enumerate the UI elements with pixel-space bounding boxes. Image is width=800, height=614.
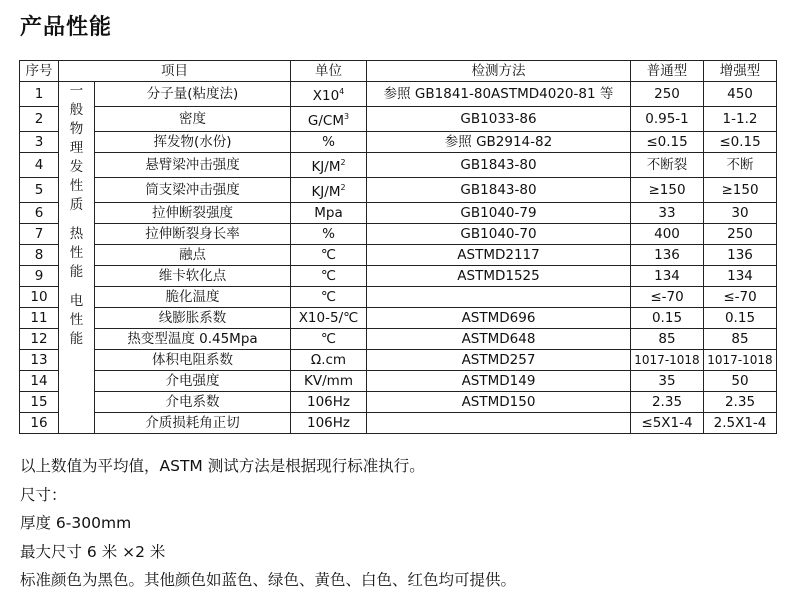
test-method: ASTMD648 [367,329,631,350]
note-colors: 标准颜色为黑色。其他颜色如蓝色、绿色、黄色、白色、红色均可提供。 [20,571,517,589]
enhanced-type-value: 1-1.2 [704,107,777,132]
normal-type-value: 不断裂 [631,153,704,178]
item-name: 筒支梁冲击强度 [95,178,291,203]
table-row [20,350,777,371]
unit-cell [291,132,367,153]
enhanced-type-value: 30 [704,203,777,224]
row-number: 2 [20,107,59,132]
table-row [20,203,777,224]
unit-text: % [322,133,335,150]
unit-superscript: 4 [339,87,345,96]
row-number: 7 [20,224,59,245]
row-number: 11 [20,308,59,329]
header-enhanced: 增强型 [704,61,777,82]
enhanced-type-value: ≤-70 [704,287,777,308]
item-name: 拉伸断裂强度 [95,203,291,224]
test-method: GB1843-80 [367,178,631,203]
test-method: GB1843-80 [367,153,631,178]
item-name: 介电系数 [95,392,291,413]
item-name: 维卡软化点 [95,266,291,287]
row-number: 5 [20,178,59,203]
unit-cell [291,329,367,350]
page-title: 产品性能 [20,15,113,40]
header-method: 检测方法 [367,61,631,82]
unit-text: X10-5/℃ [298,309,359,326]
test-method: ASTMD1525 [367,266,631,287]
row-number: 12 [20,329,59,350]
enhanced-type-value: 不断 [704,153,777,178]
enhanced-type-value: 0.15 [704,308,777,329]
row-number: 3 [20,132,59,153]
unit-cell [291,266,367,287]
table-row [20,371,777,392]
enhanced-type-value: 136 [704,245,777,266]
normal-type-value: ≥150 [631,178,704,203]
table-row [20,266,777,287]
note-average: 以上数值为平均值，ASTM 测试方法是根据现行标准执行。 [20,457,425,475]
group-spacer [59,282,94,292]
test-method: GB1040-79 [367,203,631,224]
unit-text: Ω.cm [310,351,347,368]
enhanced-type-value: ≥150 [704,178,777,203]
electrical-char: 电 [69,293,84,309]
table-row [20,287,777,308]
test-method: ASTMD696 [367,308,631,329]
general-physical-char: 般 [69,102,84,118]
row-number: 15 [20,392,59,413]
category-group-cell [59,82,95,434]
row-number: 4 [20,153,59,178]
test-method: 参照 GB2914-82 [367,132,631,153]
enhanced-type-value: ≤0.15 [704,132,777,153]
row-number: 10 [20,287,59,308]
row-number: 13 [20,350,59,371]
electrical-char: 能 [69,331,84,347]
row-number: 14 [20,371,59,392]
general-physical-char: 发 [69,159,84,175]
thermal-char: 能 [69,264,84,280]
enhanced-type-value: 50 [704,371,777,392]
normal-type-value: 250 [631,82,704,107]
table-row [20,413,777,434]
notes-section [20,452,516,595]
table-row [20,329,777,350]
item-name: 分子量(粘度法) [95,82,291,107]
table-row [20,178,777,203]
item-name: 热变型温度 0.45Mpa [95,329,291,350]
test-method: ASTMD149 [367,371,631,392]
general-physical-char: 一 [69,83,84,99]
test-method: ASTMD257 [367,350,631,371]
table-row [20,82,777,107]
header-no: 序号 [20,61,59,82]
row-number: 8 [20,245,59,266]
normal-type-value: 136 [631,245,704,266]
unit-text: KV/mm [304,372,353,389]
general-physical-char: 物 [69,121,84,137]
item-name: 体积电阻系数 [95,350,291,371]
item-name: 悬臂梁冲击强度 [95,153,291,178]
unit-text: G/CM [307,113,344,129]
note-thickness: 厚度 6-300mm [20,514,132,532]
normal-type-value: 2.35 [631,392,704,413]
unit-cell [291,224,367,245]
test-method [367,413,631,434]
unit-superscript: 2 [340,183,346,192]
unit-text: ℃ [320,267,337,284]
unit-text: Mpa [314,204,343,221]
unit-text: 106Hz [306,414,350,431]
header-normal: 普通型 [631,61,704,82]
unit-cell [291,107,367,132]
unit-text: 106Hz [306,393,350,410]
general-physical-char: 理 [69,140,84,156]
enhanced-type-value: 1017-1018 [704,350,777,371]
normal-type-value: 134 [631,266,704,287]
item-name: 线膨胀系数 [95,308,291,329]
enhanced-type-value: 85 [704,329,777,350]
table-row [20,153,777,178]
unit-cell [291,82,367,107]
table-row [20,132,777,153]
header-unit: 单位 [291,61,367,82]
enhanced-type-value: 250 [704,224,777,245]
unit-text: KJ/M [311,159,341,175]
test-method: ASTMD150 [367,392,631,413]
normal-type-value: 400 [631,224,704,245]
normal-type-value: 0.95-1 [631,107,704,132]
enhanced-type-value: 2.5X1-4 [704,413,777,434]
table-row [20,308,777,329]
test-method: GB1033-86 [367,107,631,132]
normal-type-value: 1017-1018 [631,350,704,371]
unit-cell [291,153,367,178]
enhanced-type-value: 2.35 [704,392,777,413]
header-item: 项目 [59,61,291,82]
unit-cell [291,245,367,266]
unit-text: % [322,225,335,242]
normal-type-value: ≤0.15 [631,132,704,153]
row-number: 6 [20,203,59,224]
group-spacer [59,215,94,225]
item-name: 介电强度 [95,371,291,392]
test-method: ASTMD2117 [367,245,631,266]
row-number: 9 [20,266,59,287]
unit-text: ℃ [320,246,337,263]
table-row [20,107,777,132]
unit-text: KJ/M [311,184,341,200]
thermal-char: 热 [69,226,84,242]
unit-text: ℃ [320,330,337,347]
normal-type-value: 85 [631,329,704,350]
normal-type-value: 33 [631,203,704,224]
item-name: 介质损耗角正切 [95,413,291,434]
general-physical-char: 质 [69,197,84,213]
unit-cell [291,287,367,308]
table-header-row [20,61,777,82]
unit-text: X10 [312,88,340,104]
unit-superscript: 3 [344,112,350,121]
item-name: 密度 [95,107,291,132]
unit-cell [291,178,367,203]
note-max-size: 最大尺寸 6 米 ×2 米 [20,542,166,561]
normal-type-value: 35 [631,371,704,392]
test-method: 参照 GB1841-80ASTMD4020-81 等 [367,82,631,107]
unit-text: ℃ [320,288,337,305]
row-number: 1 [20,82,59,107]
item-name: 脆化温度 [95,287,291,308]
table-row [20,245,777,266]
unit-cell [291,350,367,371]
unit-cell [291,203,367,224]
unit-cell [291,308,367,329]
electrical-char: 性 [69,312,84,328]
test-method: GB1040-70 [367,224,631,245]
thermal-char: 性 [69,245,84,261]
note-size-heading: 尺寸： [20,485,67,504]
table-row [20,224,777,245]
product-performance-table [19,60,777,434]
unit-cell [291,413,367,434]
enhanced-type-value: 450 [704,82,777,107]
row-number: 16 [20,413,59,434]
unit-superscript: 2 [340,158,346,167]
enhanced-type-value: 134 [704,266,777,287]
item-name: 融点 [95,245,291,266]
test-method [367,287,631,308]
normal-type-value: ≤-70 [631,287,704,308]
unit-cell [291,371,367,392]
general-physical-char: 性 [69,178,84,194]
item-name: 挥发物(水份) [95,132,291,153]
unit-cell [291,392,367,413]
normal-type-value: ≤5X1-4 [631,413,704,434]
normal-type-value: 0.15 [631,308,704,329]
table-row [20,392,777,413]
item-name: 拉伸断裂身长率 [95,224,291,245]
